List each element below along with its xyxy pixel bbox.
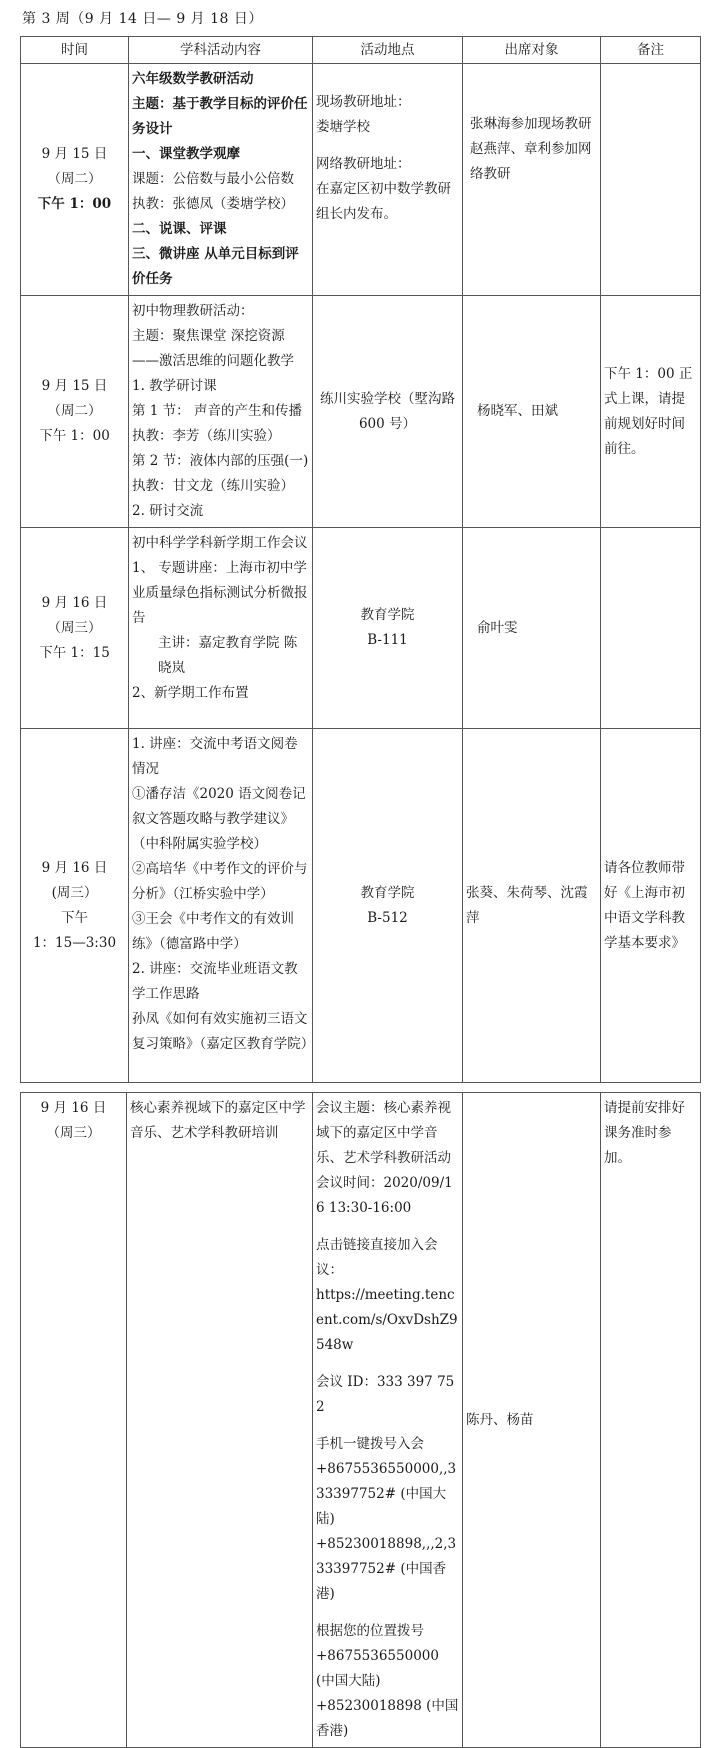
location-dial-number: +8675536550000 (中国大陆) [316,1648,439,1689]
time: 下午 1：00 [37,196,112,212]
content-cell: 核心素养视域下的嘉定区中学音乐、艺术学科教研培训 [127,1093,313,1748]
content-line: 1. 讲座：交流中考语文阅卷情况 [132,736,298,777]
content-cell [129,64,313,296]
table-row [21,296,701,528]
content-line: 执教：张德凤（娄塘学校） [132,196,294,212]
content-line: 2. 讲座：交流毕业班语文教学工作思路 [132,961,298,1002]
time: 下午 [61,909,88,926]
weekday: （周二） [47,403,102,419]
location-line: 网络教研地址： [316,156,411,172]
attendees-cell: 张葵、朱荷琴、沈霞萍 [463,729,601,1083]
time-cell [21,296,129,528]
table-row [21,64,701,296]
date: 9 月 15 日 [41,378,108,394]
location-line: 现场教研地址： [316,94,411,110]
attendee-line: 张琳海参加现场教研 [470,116,592,132]
content-line: 初中物理教研活动： [132,303,254,319]
content-line: ③王会《中考作文的有效训练》（德富路中学） [132,911,294,952]
header-content: 学科活动内容 [129,37,313,64]
content-line: 1、 专题讲座：上海市初中学业质量绿色指标测试分析微报告 [132,560,308,626]
content-line: 第 1 节： 声音的产生和传播 [132,403,302,419]
location-cell [313,729,463,1083]
dial-number: +8675536550000,,333397752# (中国大陆) [316,1461,457,1527]
location-line: B-111 [367,632,408,648]
link-label: 点击链接直接加入会议： [316,1237,438,1278]
weekday: （周三） [47,619,102,636]
content-line: 三、微讲座 从单元目标到评价任务 [132,246,299,287]
location-line: 娄塘学校 [316,119,370,135]
notes-cell [601,64,701,296]
notes-cell: 下午 1：00 正式上课，请提前规划好时间前往。 [601,296,701,528]
content-cell [129,729,313,1083]
dial-label: 手机一键拨号入会 [316,1436,424,1452]
content-line: 执教：李芳（练川实验） [132,428,281,444]
content-line: 第 2 节：液体内部的压强(一) [132,453,309,469]
date: 9 月 16 日 [41,859,108,876]
weekday: （周三） [46,1125,101,1141]
attendees-cell [463,64,601,296]
time-cell [21,528,129,729]
location-line: B-512 [367,909,408,926]
location-line: 教育学院 [360,884,415,901]
attendee-line: 赵燕萍、章利参加网络教研 [470,141,592,182]
meeting-id: 会议 ID：333 397 752 [316,1374,455,1415]
schedule-table-continued [20,1092,701,1748]
notes-cell: 请提前安排好课务准时参加。 [601,1093,701,1748]
time: 下午 1：00 [39,428,110,444]
content-line: 一、课堂教学观摩 [132,146,240,162]
date: 9 月 16 日 [40,1100,107,1116]
content-line: 1. 教学研讨课 [132,378,217,394]
table-row [21,1093,701,1748]
location-cell [313,528,463,729]
dial-number: +85230018898,,,2,333397752# (中国香港) [316,1536,457,1602]
meeting-topic: 会议主题：核心素养视域下的嘉定区中学音乐、艺术学科教研活动 [316,1100,451,1166]
schedule-table [20,36,701,1083]
attendees-cell: 陈丹、杨苗 [463,1093,601,1748]
time-range: 1：15—3:30 [32,934,117,951]
content-line: 六年级数学教研活动 [132,71,254,87]
date: 9 月 15 日 [41,146,108,162]
content-line: 课题：公倍数与最小公倍数 [132,171,294,187]
content-line: ②高培华《中考作文的评价与分析》（江桥实验中学） [132,861,308,902]
location-cell [313,64,463,296]
notes-cell: 请各位教师带好《上海市初中语文学科教学基本要求》 [601,729,701,1083]
notes-cell [601,528,701,729]
table-row [21,528,701,729]
content-line: 执教：甘文龙（练川实验） [132,478,294,494]
weekday: (周三） [51,884,98,901]
content-line: 孙凤《如何有效实施初三语文复习策略》（嘉定区教育学院） [132,1011,315,1052]
time: 下午 1：15 [39,644,110,661]
content-line: 主题：聚焦课堂 深挖资源——激活思维的问题化教学 [132,328,294,369]
week-title: 第 3 周（9 月 14 日— 9 月 18 日） [22,11,263,27]
location-dial-number: +85230018898 (中国香港) [316,1698,459,1739]
content-line: 2. 研讨交流 [132,503,204,519]
content-line: 初中科学学科新学期工作会议 [132,535,308,551]
attendees-cell: 俞叶雯 [463,528,601,729]
header-notes: 备注 [601,37,701,64]
location-line: 在嘉定区初中数学教研组长内发布。 [316,181,451,222]
time-cell [21,1093,127,1748]
header-location: 活动地点 [313,37,463,64]
content-line: 主题：基于教学目标的评价任务设计 [132,96,308,137]
header-time: 时间 [21,37,129,64]
table-row [21,729,701,1083]
date: 9 月 16 日 [41,594,108,611]
header-attendees: 出席对象 [463,37,601,64]
header-row [21,37,701,64]
time-cell [21,64,129,296]
content-line: 2、新学期工作布置 [132,685,249,701]
location-line: 教育学院 [360,607,415,623]
content-line: 主讲：嘉定教育学院 陈晓岚 [158,635,298,676]
location-cell: 练川实验学校（墅沟路 600 号） [313,296,463,528]
location-dial-label: 根据您的位置拨号 [316,1623,424,1639]
content-line: ①潘存洁《2020 语文阅卷记叙文答题攻略与教学建议》（中科附属实验学校） [132,786,306,852]
attendees-cell: 杨晓军、田斌 [463,296,601,528]
meeting-link[interactable]: https://meeting.tencent.com/s/OxvDshZ9548w [316,1287,458,1353]
content-line: 二、说课、评课 [132,221,227,237]
content-cell [129,296,313,528]
meeting-time: 会议时间：2020/09/16 13:30-16:00 [316,1175,453,1216]
weekday: （周二） [47,171,102,187]
location-cell [313,1093,463,1748]
content-cell [129,528,313,729]
time-cell [21,729,129,1083]
